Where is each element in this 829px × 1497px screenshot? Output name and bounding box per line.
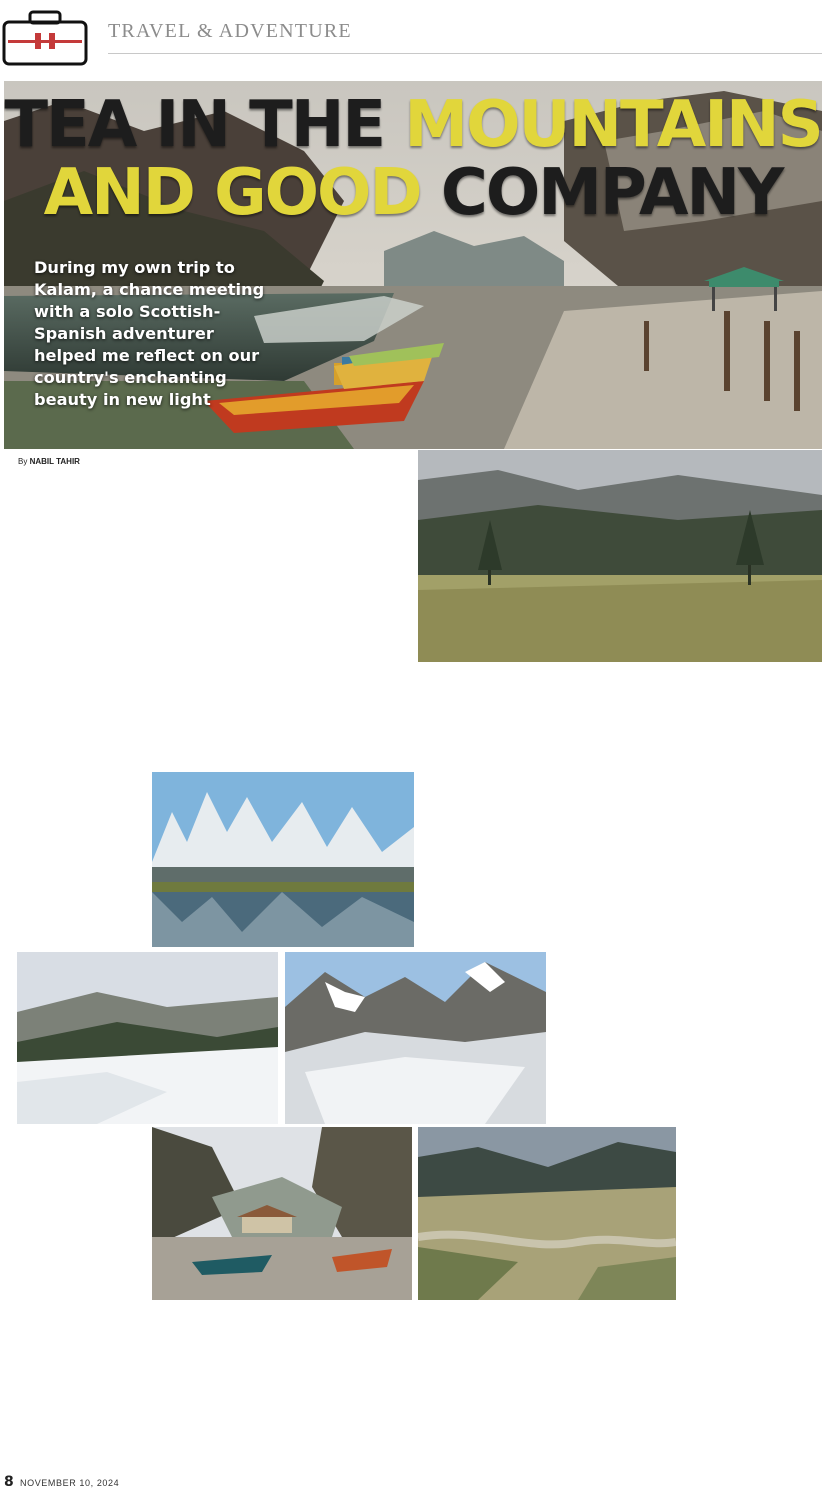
page-number: 8 [4,1474,14,1490]
headline-part-dark-2: COMPANY [440,156,783,230]
snowy-ridge-photo [17,952,278,1124]
section-label: TRAVEL & ADVENTURE [108,20,352,42]
byline-author: NABIL TAHIR [29,457,80,466]
glacier-photo [285,952,546,1124]
headline-part-dark-1: TEA IN THE [4,88,405,162]
peaks-reflection-photo [152,772,414,947]
valley-boats-photo [152,1127,412,1300]
issue-date: NOVEMBER 10, 2024 [20,1478,120,1488]
header-divider [108,53,822,54]
suitcase-icon [2,8,88,66]
river-valley-photo [418,1127,676,1300]
headline-line-1 [4,88,822,162]
byline [18,457,80,466]
meadow-forest-photo [418,450,822,662]
page-header [0,0,829,70]
headline-line-2 [4,156,822,230]
standfirst: During my own trip to Kalam, a chance meeting with a solo Scottish-Spanish adventurer helped me reflect on our country's enchanting beauty in new light [34,258,265,409]
hero-photo [4,81,822,449]
byline-prefix: By [18,457,28,466]
headline-part-yellow-2: AND GOOD [43,156,441,230]
headline-part-yellow-1: MOUNTAINS [404,88,822,162]
